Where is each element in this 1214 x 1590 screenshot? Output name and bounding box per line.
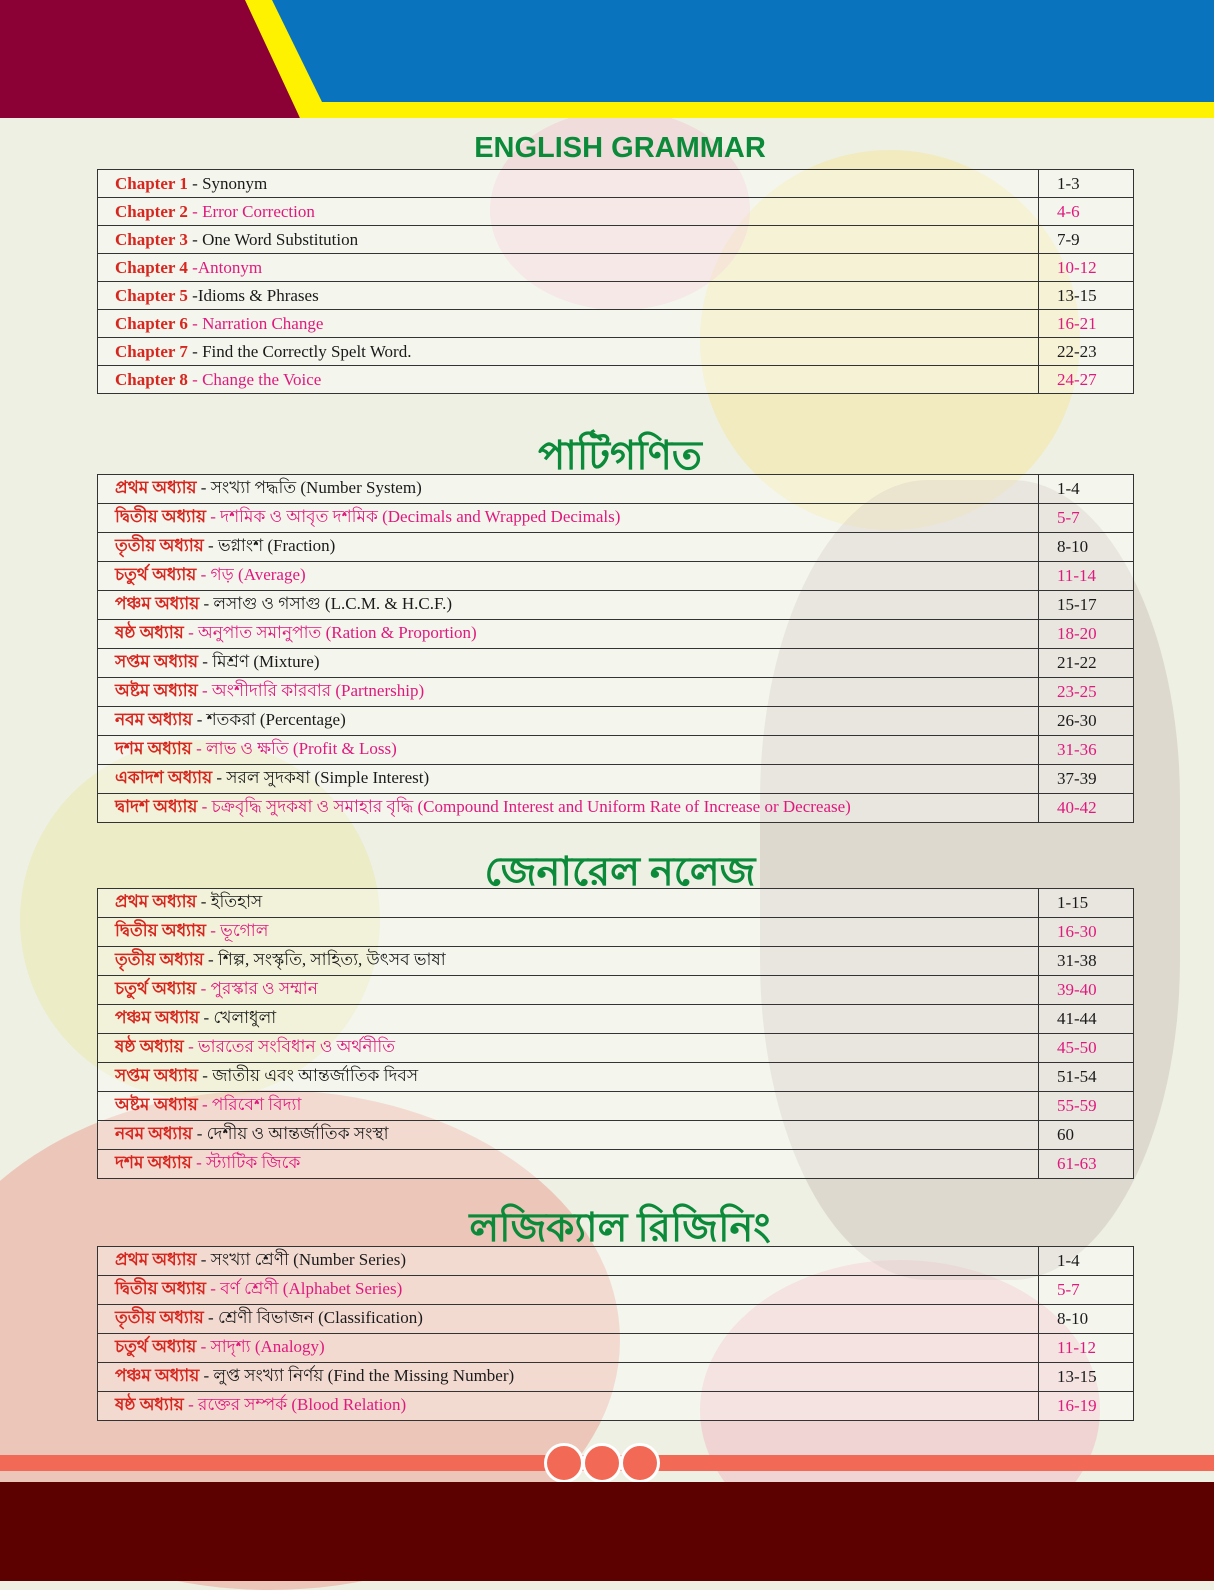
table-row — [98, 475, 1134, 504]
separator: - — [183, 623, 198, 642]
footer-circle — [582, 1443, 622, 1483]
toc-table-general-knowledge — [97, 888, 1134, 1179]
chapter-cell — [98, 1092, 1039, 1121]
section-title-english-grammar: ENGLISH GRAMMAR — [474, 132, 766, 164]
separator: - — [187, 257, 198, 277]
footer-circle — [544, 1443, 584, 1483]
chapter-label: Chapter 8 — [115, 369, 188, 389]
page-range: 1-3 — [1039, 170, 1134, 198]
chapter-cell — [98, 889, 1039, 918]
page-range: 16-21 — [1039, 310, 1134, 338]
table-row — [98, 1247, 1134, 1276]
table-row — [98, 765, 1134, 794]
separator: - — [205, 921, 221, 940]
chapter-title: ভূগোল — [220, 921, 269, 940]
separator: - — [212, 768, 227, 787]
section-title-arithmetic: পাটিগণিত — [538, 433, 702, 478]
chapter-cell — [98, 198, 1039, 226]
chapter-title: লাভ ও ক্ষতি (Profit & Loss) — [205, 739, 397, 758]
table-row — [98, 170, 1134, 198]
page-range: 1-4 — [1039, 475, 1134, 504]
chapter-title: সংখ্যা পদ্ধতি (Number System) — [210, 478, 422, 497]
separator: - — [187, 173, 203, 193]
table-row — [98, 504, 1134, 533]
page-range: 39-40 — [1039, 976, 1134, 1005]
table-row — [98, 918, 1134, 947]
chapter-title: Change the Voice — [202, 369, 322, 389]
page-range: 60 — [1039, 1121, 1134, 1150]
chapter-cell — [98, 254, 1039, 282]
page-range: 37-39 — [1039, 765, 1134, 794]
chapter-cell — [98, 1121, 1039, 1150]
separator: - — [196, 565, 211, 584]
chapter-cell — [98, 1034, 1039, 1063]
table-row — [98, 533, 1134, 562]
chapter-title: স্ট্যাটিক জিকে — [205, 1153, 301, 1172]
chapter-title: শিল্প, সংস্কৃতি, সাহিত্য, উৎসব ভাষা — [217, 950, 446, 969]
table-row — [98, 1150, 1134, 1179]
chapter-title: বর্ণ শ্রেণী (Alphabet Series) — [220, 1279, 403, 1298]
table-row — [98, 1092, 1134, 1121]
page-range: 1-4 — [1039, 1247, 1134, 1276]
chapter-cell — [98, 310, 1039, 338]
chapter-cell — [98, 1276, 1039, 1305]
chapter-label: চতুর্থ অধ্যায় — [115, 565, 197, 584]
chapter-cell — [98, 1063, 1039, 1092]
page-range: 41-44 — [1039, 1005, 1134, 1034]
table-row — [98, 976, 1134, 1005]
page-range: 26-30 — [1039, 707, 1134, 736]
table-row — [98, 1121, 1134, 1150]
toc-table-arithmetic — [97, 474, 1134, 823]
chapter-label: Chapter 6 — [115, 313, 188, 333]
chapter-cell — [98, 794, 1039, 823]
separator: - — [203, 536, 218, 555]
page-range: 11-12 — [1039, 1334, 1134, 1363]
chapter-title: অংশীদারি কারবার (Partnership) — [211, 681, 425, 700]
chapter-cell — [98, 475, 1039, 504]
chapter-label: নবম অধ্যায় — [115, 1124, 193, 1143]
chapter-title: মিশ্রণ (Mixture) — [212, 652, 320, 671]
page-range: 8-10 — [1039, 1305, 1134, 1334]
separator: - — [183, 1037, 198, 1056]
page-range: 5-7 — [1039, 1276, 1134, 1305]
separator: - — [196, 1337, 211, 1356]
chapter-label: Chapter 5 — [115, 285, 188, 305]
separator: - — [196, 478, 211, 497]
chapter-title: পুরস্কার ও সম্মান — [210, 979, 318, 998]
separator: - — [199, 1366, 214, 1385]
table-row — [98, 947, 1134, 976]
table-row — [98, 1005, 1134, 1034]
chapter-label: পঞ্চম অধ্যায় — [115, 1008, 200, 1027]
table-row — [98, 338, 1134, 366]
separator: - — [187, 369, 203, 389]
chapter-title: One Word Substitution — [202, 229, 359, 249]
chapter-title: গড় (Average) — [210, 565, 306, 584]
page-range: 16-19 — [1039, 1392, 1134, 1421]
chapter-label: ষষ্ঠ অধ্যায় — [115, 1037, 184, 1056]
chapter-cell — [98, 620, 1039, 649]
chapter-cell — [98, 1247, 1039, 1276]
separator: - — [205, 1279, 221, 1298]
chapter-label: সপ্তম অধ্যায় — [115, 1066, 199, 1085]
chapter-cell — [98, 1392, 1039, 1421]
page-range: 23-25 — [1039, 678, 1134, 707]
table-row — [98, 310, 1134, 338]
separator: - — [197, 1095, 212, 1114]
chapter-label: দ্বিতীয় অধ্যায় — [115, 921, 206, 940]
table-row — [98, 1334, 1134, 1363]
table-row — [98, 736, 1134, 765]
chapter-label: প্রথম অধ্যায় — [115, 1250, 197, 1269]
chapter-label: ষষ্ঠ অধ্যায় — [115, 623, 184, 642]
page-range: 13-15 — [1039, 282, 1134, 310]
page-range: 4-6 — [1039, 198, 1134, 226]
page-range: 15-17 — [1039, 591, 1134, 620]
page-range: 8-10 — [1039, 533, 1134, 562]
table-row — [98, 1305, 1134, 1334]
page-range: 16-30 — [1039, 918, 1134, 947]
page-range: 24-27 — [1039, 366, 1134, 394]
chapter-title: Antonym — [197, 257, 263, 277]
page-range: 45-50 — [1039, 1034, 1134, 1063]
chapter-cell — [98, 736, 1039, 765]
chapter-label: চতুর্থ অধ্যায় — [115, 1337, 197, 1356]
separator: - — [187, 285, 198, 305]
separator: - — [187, 201, 203, 221]
page-range: 22-23 — [1039, 338, 1134, 366]
header-blue-band — [272, 0, 1214, 102]
separator: - — [203, 1308, 218, 1327]
chapter-title: ভগ্নাংশ (Fraction) — [217, 536, 336, 555]
table-row — [98, 707, 1134, 736]
chapter-cell — [98, 1305, 1039, 1334]
chapter-cell — [98, 170, 1039, 198]
chapter-cell — [98, 366, 1039, 394]
separator: - — [192, 1124, 207, 1143]
table-row — [98, 678, 1134, 707]
chapter-title: শ্রেণী বিভাজন (Classification) — [217, 1308, 423, 1327]
table-row — [98, 1392, 1134, 1421]
chapter-title: সংখ্যা শ্রেণী (Number Series) — [210, 1250, 406, 1269]
page-range: 1-15 — [1039, 889, 1134, 918]
table-row — [98, 562, 1134, 591]
chapter-cell — [98, 533, 1039, 562]
chapter-label: অষ্টম অধ্যায় — [115, 1095, 198, 1114]
chapter-label: দশম অধ্যায় — [115, 1153, 192, 1172]
chapter-label: দ্বাদশ অধ্যায় — [115, 797, 198, 816]
chapter-title: অনুপাত সমানুপাত (Ration & Proportion) — [198, 623, 477, 642]
chapter-label: দ্বিতীয় অধ্যায় — [115, 1279, 206, 1298]
table-row — [98, 1063, 1134, 1092]
separator: - — [187, 313, 203, 333]
chapter-title: চক্রবৃদ্ধি সুদকষা ও সমাহার বৃদ্ধি (Compound Interest and Uniform Rate of Increase or Decrease) — [211, 797, 851, 816]
page-range: 18-20 — [1039, 620, 1134, 649]
page-range: 13-15 — [1039, 1363, 1134, 1392]
separator: - — [183, 1395, 198, 1414]
chapter-title: Synonym — [202, 173, 268, 193]
chapter-label: চতুর্থ অধ্যায় — [115, 979, 197, 998]
chapter-label: একাদশ অধ্যায় — [115, 768, 213, 787]
page-range: 31-38 — [1039, 947, 1134, 976]
chapter-label: তৃতীয় অধ্যায় — [115, 536, 204, 555]
chapter-cell — [98, 649, 1039, 678]
separator: - — [191, 1153, 206, 1172]
separator: - — [191, 739, 206, 758]
chapter-label: Chapter 2 — [115, 201, 188, 221]
chapter-cell — [98, 1334, 1039, 1363]
separator: - — [203, 950, 218, 969]
table-row — [98, 649, 1134, 678]
chapter-label: ষষ্ঠ অধ্যায় — [115, 1395, 184, 1414]
table-row — [98, 1034, 1134, 1063]
table-row — [98, 366, 1134, 394]
section-title-general-knowledge: জেনারেল নলেজ — [484, 849, 756, 894]
table-row — [98, 889, 1134, 918]
chapter-cell — [98, 562, 1039, 591]
table-row — [98, 620, 1134, 649]
separator: - — [187, 229, 203, 249]
chapter-label: Chapter 7 — [115, 341, 188, 361]
separator: - — [192, 710, 207, 729]
page-range: 55-59 — [1039, 1092, 1134, 1121]
chapter-label: তৃতীয় অধ্যায় — [115, 950, 204, 969]
page-range: 5-7 — [1039, 504, 1134, 533]
separator: - — [197, 681, 212, 700]
chapter-title: Narration Change — [202, 313, 324, 333]
chapter-label: প্রথম অধ্যায় — [115, 478, 197, 497]
chapter-cell — [98, 678, 1039, 707]
page-range: 11-14 — [1039, 562, 1134, 591]
separator: - — [196, 1250, 211, 1269]
separator: - — [196, 892, 211, 911]
chapter-cell — [98, 591, 1039, 620]
chapter-label: Chapter 1 — [115, 173, 188, 193]
separator: - — [198, 1066, 213, 1085]
chapter-cell — [98, 918, 1039, 947]
chapter-cell — [98, 1005, 1039, 1034]
page-range: 10-12 — [1039, 254, 1134, 282]
chapter-label: তৃতীয় অধ্যায় — [115, 1308, 204, 1327]
footer-band — [0, 1482, 1214, 1581]
page-range: 51-54 — [1039, 1063, 1134, 1092]
chapter-title: দেশীয় ও আন্তর্জাতিক সংস্থা — [206, 1124, 389, 1143]
page-range: 31-36 — [1039, 736, 1134, 765]
separator: - — [187, 341, 203, 361]
chapter-cell — [98, 765, 1039, 794]
table-row — [98, 198, 1134, 226]
chapter-label: প্রথম অধ্যায় — [115, 892, 197, 911]
footer-circle — [620, 1443, 660, 1483]
chapter-title: সাদৃশ্য (Analogy) — [210, 1337, 325, 1356]
chapter-label: Chapter 3 — [115, 229, 188, 249]
chapter-title: রক্তের সম্পর্ক (Blood Relation) — [198, 1395, 407, 1414]
table-row — [98, 282, 1134, 310]
chapter-cell — [98, 338, 1039, 366]
chapter-cell — [98, 226, 1039, 254]
chapter-cell — [98, 707, 1039, 736]
chapter-title: শতকরা (Percentage) — [206, 710, 346, 729]
chapter-label: দশম অধ্যায় — [115, 739, 192, 758]
chapter-title: Find the Correctly Spelt Word. — [202, 341, 412, 361]
table-row — [98, 591, 1134, 620]
table-row — [98, 1276, 1134, 1305]
chapter-title: খেলাধুলা — [213, 1008, 277, 1027]
separator: - — [199, 594, 214, 613]
chapter-cell — [98, 504, 1039, 533]
chapter-title: পরিবেশ বিদ্যা — [211, 1095, 302, 1114]
chapter-title: ইতিহাস — [210, 892, 263, 911]
chapter-cell — [98, 976, 1039, 1005]
table-row — [98, 226, 1134, 254]
chapter-cell — [98, 947, 1039, 976]
toc-table-english — [97, 169, 1134, 394]
page-range: 21-22 — [1039, 649, 1134, 678]
chapter-title: জাতীয় এবং আন্তর্জাতিক দিবস — [212, 1066, 419, 1085]
table-row — [98, 254, 1134, 282]
section-title-logical-reasoning: লজিক্যাল রিজিনিং — [469, 1205, 771, 1250]
chapter-title: লুপ্ত সংখ্যা নির্ণয় (Find the Missing Number) — [213, 1366, 515, 1385]
chapter-title: সরল সুদকষা (Simple Interest) — [226, 768, 430, 787]
chapter-cell — [98, 1363, 1039, 1392]
separator: - — [199, 1008, 214, 1027]
chapter-cell — [98, 282, 1039, 310]
chapter-title: Error Correction — [202, 201, 315, 221]
chapter-label: পঞ্চম অধ্যায় — [115, 594, 200, 613]
separator: - — [205, 507, 221, 526]
chapter-title: ভারতের সংবিধান ও অর্থনীতি — [198, 1037, 395, 1056]
chapter-label: পঞ্চম অধ্যায় — [115, 1366, 200, 1385]
chapter-label: Chapter 4 — [115, 257, 188, 277]
table-row — [98, 1363, 1134, 1392]
toc-table-logical-reasoning — [97, 1246, 1134, 1421]
separator: - — [196, 979, 211, 998]
chapter-label: সপ্তম অধ্যায় — [115, 652, 199, 671]
chapter-title: দশমিক ও আবৃত দশমিক (Decimals and Wrapped Decimals) — [220, 507, 621, 526]
table-row — [98, 794, 1134, 823]
chapter-label: অষ্টম অধ্যায় — [115, 681, 198, 700]
page-range: 61-63 — [1039, 1150, 1134, 1179]
chapter-cell — [98, 1150, 1039, 1179]
chapter-label: দ্বিতীয় অধ্যায় — [115, 507, 206, 526]
separator: - — [197, 797, 212, 816]
chapter-title: Idioms & Phrases — [197, 285, 319, 305]
page-range: 7-9 — [1039, 226, 1134, 254]
chapter-title: লসাগু ও গসাগু (L.C.M. & H.C.F.) — [213, 594, 453, 613]
page-range: 40-42 — [1039, 794, 1134, 823]
chapter-label: নবম অধ্যায় — [115, 710, 193, 729]
separator: - — [198, 652, 213, 671]
